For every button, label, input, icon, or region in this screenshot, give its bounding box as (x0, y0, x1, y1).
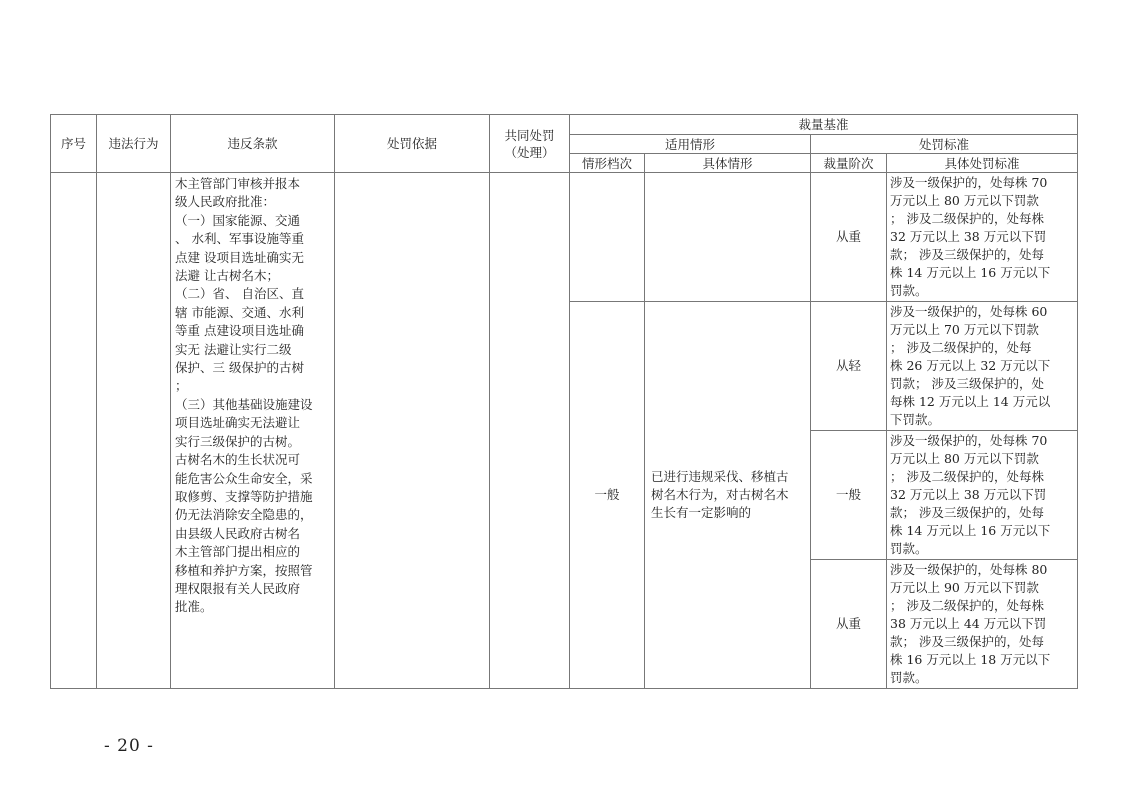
standard-line: 万元以上 80 万元以下罚款 (890, 193, 1039, 209)
article-line: 保护、三 级保护的古树 (175, 360, 304, 376)
seq-cell (51, 173, 97, 689)
detail-cell-top (645, 173, 811, 302)
detail-line: 生长有一定影响的 (651, 505, 752, 520)
article-line: 法避 让古树名木； (175, 268, 279, 284)
article-line: 、 水利、军事设施等重 (175, 231, 304, 247)
basis-cell (335, 173, 490, 689)
article-line: 辖 市能源、交通、水利 (175, 304, 304, 320)
grade-cell-top (570, 173, 645, 302)
article-line: （一）国家能源、交通 (175, 212, 301, 228)
standard-line: 涉及一级保护的，处每株 70 (890, 175, 1048, 191)
article-line: （三）其他基础设施建设 (175, 396, 313, 412)
header-seq: 序号 (51, 115, 97, 173)
article-line: 由县级人民政府古树名 (175, 525, 301, 541)
header-joint (490, 115, 570, 173)
article-line: 理权限报有关人民政府 (175, 580, 301, 596)
standard-line: 株 14 万元以上 16 万元以下 (890, 264, 1051, 280)
detail-line: 已进行违规采伐、移植古 (651, 469, 789, 484)
article-line: 古树名木的生长状况可 (175, 452, 301, 468)
behavior-cell (97, 173, 171, 689)
article-line: ； (175, 378, 188, 394)
standard-line: 万元以上 90 万元以下罚款 (890, 580, 1039, 596)
article-line: 木主管部门审核并报本 (175, 176, 301, 191)
standard-line: 罚款。 (890, 282, 928, 298)
standard-line: 罚款。 (890, 540, 928, 556)
standard-line: 每株 12 万元以上 14 万元以 (890, 393, 1051, 409)
article-line: 实无 法避让实行二级 (175, 341, 292, 357)
article-line: 级人民政府批准： (175, 194, 276, 210)
standard-line: 32 万元以上 38 万元以下罚 (890, 229, 1047, 245)
article-line: 批准。 (175, 599, 213, 615)
standard-cell-1 (887, 302, 1078, 431)
joint-cell (490, 173, 570, 689)
standard-line: 罚款； 涉及三级保护的，处 (890, 375, 1044, 391)
header-behavior: 违法行为 (97, 115, 171, 173)
standard-line: 株 16 万元以上 18 万元以下 (890, 651, 1051, 667)
standard-line: 涉及一级保护的，处每株 60 (890, 304, 1048, 320)
header-basis: 处罚依据 (335, 115, 490, 173)
penalty-discretion-table (50, 114, 1078, 689)
standard-line: 万元以上 70 万元以下罚款 (890, 322, 1039, 338)
standard-line: 株 26 万元以上 32 万元以下 (890, 358, 1051, 374)
article-line: 实行三级保护的古树。 (175, 433, 301, 449)
article-line: 项目选址确实无法避让 (175, 415, 301, 431)
article-line: 能危害公众生命安全，采 (175, 470, 313, 486)
level-cell-2: 一般 (811, 431, 887, 560)
article-line: 仍无法消除安全隐患的， (175, 507, 313, 523)
standard-line: ； 涉及二级保护的，处每株 (890, 211, 1044, 227)
standard-line: 款； 涉及三级保护的，处每 (890, 504, 1044, 520)
standard-line: 涉及一级保护的，处每株 80 (890, 562, 1048, 578)
article-line: 木主管部门提出相应的 (175, 544, 301, 560)
standard-line: 罚款。 (890, 669, 928, 685)
article-line: 移植和养护方案，按照管 (175, 562, 313, 578)
level-cell-1: 从轻 (811, 302, 887, 431)
detail-line: 树名木行为，对古树名木 (651, 487, 789, 502)
detail-cell-general (645, 302, 811, 689)
article-line: 等重 点建设项目选址确 (175, 323, 304, 339)
header-grade: 情形档次 (570, 154, 645, 173)
standard-cell-0 (887, 173, 1078, 302)
article-cell (171, 173, 335, 689)
standard-line: 款； 涉及三级保护的，处每 (890, 246, 1044, 262)
header-article: 违反条款 (171, 115, 335, 173)
header-applicable: 适用情形 (570, 135, 811, 154)
header-discretion: 裁量基准 (570, 115, 1078, 135)
level-cell-3: 从重 (811, 560, 887, 689)
standard-line: 株 14 万元以上 16 万元以下 (890, 522, 1051, 538)
grade-cell-general: 一般 (570, 302, 645, 689)
article-line: 取修剪、支撑等防护措施 (175, 488, 313, 504)
standard-line: 涉及一级保护的，处每株 70 (890, 433, 1048, 449)
standard-line: ； 涉及二级保护的，处每株 (890, 598, 1044, 614)
standard-line: 下罚款。 (890, 411, 941, 427)
header-specific: 具体情形 (645, 154, 811, 173)
article-line: 点建 设项目选址确实无 (175, 249, 304, 265)
header-joint-line1: 共同处罚 (504, 127, 555, 143)
standard-line: 32 万元以上 38 万元以下罚 (890, 487, 1047, 503)
standard-line: 万元以上 80 万元以下罚款 (890, 451, 1039, 467)
page-number: - 20 - (104, 736, 154, 756)
standard-line: ； 涉及二级保护的，处每 (890, 340, 1032, 356)
standard-cell-2 (887, 431, 1078, 560)
header-joint-line2: （处理） (504, 144, 555, 160)
standard-line: ； 涉及二级保护的，处每株 (890, 469, 1044, 485)
standard-cell-3 (887, 560, 1078, 689)
header-level: 裁量阶次 (811, 154, 887, 173)
article-line: （二）省、 自治区、直 (175, 286, 304, 302)
standard-line: 款； 涉及三级保护的，处每 (890, 633, 1044, 649)
header-penalty-standard: 处罚标准 (811, 135, 1078, 154)
header-specific-penalty: 具体处罚标准 (887, 154, 1078, 173)
standard-line: 38 万元以上 44 万元以下罚 (890, 616, 1047, 632)
level-cell-0: 从重 (811, 173, 887, 302)
